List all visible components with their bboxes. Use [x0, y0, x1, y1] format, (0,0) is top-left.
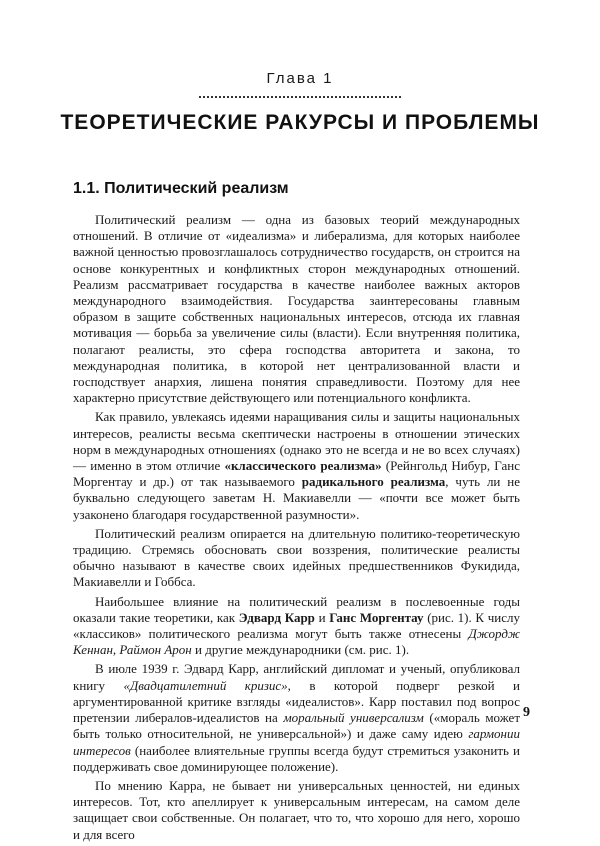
bold-text-run: Ганс Моргентау — [329, 609, 424, 625]
paragraph — [73, 594, 520, 659]
italic-text-run: моральный универсализм — [283, 710, 424, 726]
bold-text-run: «классического реализма» — [224, 458, 382, 474]
bold-text-run: Эдвард Карр — [238, 609, 315, 625]
paragraph — [73, 212, 520, 406]
text-run: Как правило, увлекаясь идеями наращивания силы и защиты национальных интересов, реалисты весьма скептически настроены в отношении этических норм в международных отношениях (однако это не всегда и не во всех случаях) — именно в этом отличие — [73, 409, 520, 474]
section-title: 1.1. Политический реализм — [73, 180, 289, 197]
text-run: По мнению Карра, не бывает ни универсальных ценностей, ни единых интересов. Тот, кто апеллирует к универсальным интересам, на самом деле защищает свои собственные. Он полагает, что то, что хорошо для него, хорошо и для всего — [73, 777, 520, 842]
text-run: и другие международники (см. рис. 1). — [191, 642, 410, 658]
text-run: (наиболее влиятельные группы всегда будут стремиться узаконить и поддерживать свое доминирующее положение). — [73, 742, 520, 774]
page-number: 9 — [523, 705, 530, 720]
text-run: Наибольшее влияние на политический реализм в послевоенные годы оказали такие теоретики, как — [73, 593, 520, 625]
paragraph — [73, 778, 520, 843]
text-run: Политический реализм — одна из базовых теорий международных отношений. В отличие от «идеализма» и либерализма, для которых наиболее важной ценностью провозглашалось сотрудничество государств, он строится на основе конкурентных и конфликтных сторон международных отношений. Реализм рассматривает государства в качестве наиболее важных акторов международного взаимодействия. Государства заинтересованы главным образом в защите собственных национальных интересов, отсюда их главная мотивация — борьба за увеличение силы (власти). Если внутренняя политика, полагают реалисты, это сфера господства авторитета и закона, то международная политика, в которой нет централизованной власти и господствует анархия, лишена понятия справедливости. Поэтому для нее характерно присутствие действующего или потенциального конфликта. — [73, 212, 520, 406]
chapter-title: ТЕОРЕТИЧЕСКИЕ РАКУРСЫ И ПРОБЛЕМЫ — [60, 111, 540, 134]
paragraph — [73, 409, 520, 522]
text-run: и — [314, 609, 330, 625]
text-run: В июле 1939 г. Эдвард Карр, английский дипломат и ученый, опубликовал книгу — [73, 661, 520, 693]
text-run: , в которой подверг резкой и аргументированной критике взгляды «идеалистов». Карр поставил под вопрос претензии либералов-идеалистов на — [73, 677, 520, 726]
paragraph — [73, 526, 520, 591]
bold-text-run: радикального реализма — [301, 474, 446, 490]
chapter-label: Глава 1 — [266, 70, 334, 87]
italic-text-run: Джордж Кеннан, Раймон Арон — [73, 626, 520, 658]
text-run: , чуть ли не буквально следующего заветам Н. Макиавелли — «почти все может быть узаконено благодаря государственной разумности». — [73, 474, 520, 522]
chapter-dotted-rule — [199, 96, 401, 98]
paragraph — [73, 661, 520, 774]
body-text — [73, 212, 520, 846]
text-run: («мораль может быть только относительной, не универсальной») и даже саму идею — [73, 710, 520, 742]
text-run: (Рейнгольд Нибур, Ганс Моргентау и др.) от так называемого — [73, 458, 520, 490]
text-run: Политический реализм опирается на длительную политико-теоретическую традицию. Стремясь обосновать свои воззрения, политические реалисты обычно называют в качестве своих идейных предшественников Фукидида, Макиавелли и Гоббса. — [73, 525, 520, 590]
italic-text-run: гармонии интересов — [73, 726, 520, 758]
text-run: (рис. 1). К числу «классиков» политического реализма могут быть также отнесены — [73, 609, 521, 642]
italic-text-run: «Двадцатилетний кризис» — [123, 677, 288, 693]
